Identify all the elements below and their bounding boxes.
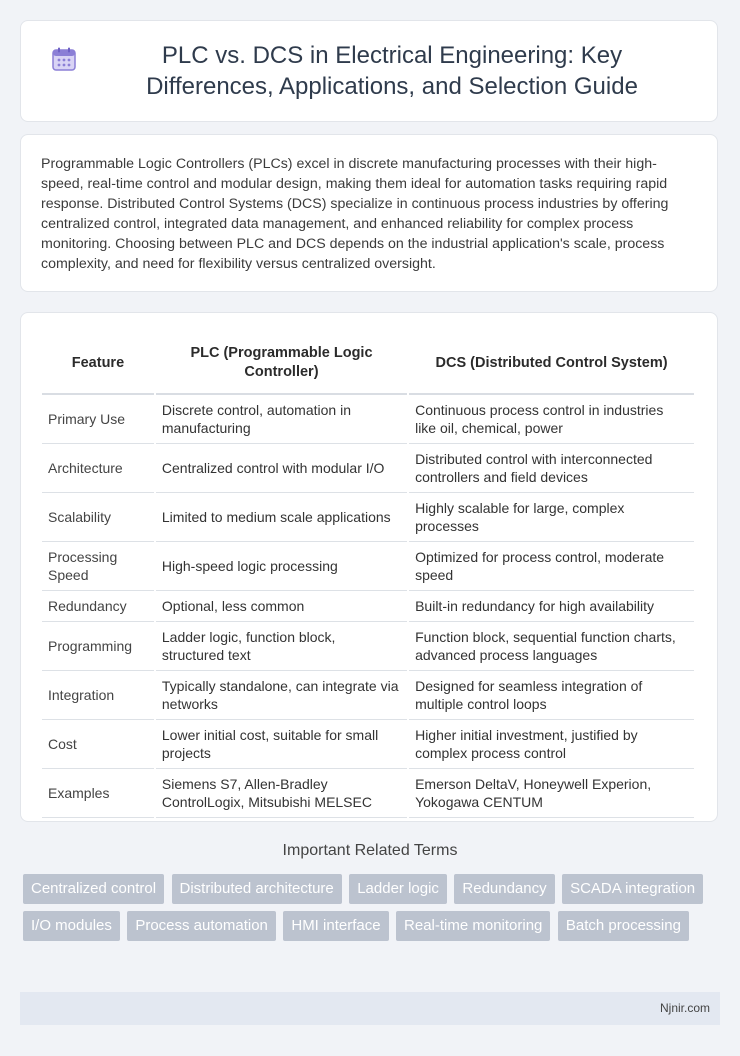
comparison-table — [40, 333, 696, 818]
term-tag[interactable]: Ladder logic — [349, 874, 447, 904]
dcs-cell: Designed for seamless integration of multiple control loops — [409, 671, 694, 720]
term-tag[interactable]: SCADA integration — [562, 874, 703, 904]
dcs-cell: Continuous process control in industries like oil, chemical, power — [409, 395, 694, 444]
plc-cell: Centralized control with modular I/O — [156, 444, 407, 493]
term-tag[interactable]: Process automation — [127, 911, 276, 941]
table-row — [42, 769, 694, 818]
plc-cell: Optional, less common — [156, 591, 407, 622]
table-row — [42, 622, 694, 671]
table-row — [42, 671, 694, 720]
plc-cell: Typically standalone, can integrate via networks — [156, 671, 407, 720]
intro-paragraph: Programmable Logic Controllers (PLCs) excel in discrete manufacturing processes with their high-speed, real-time control and modular design, making them ideal for automation tasks requiring rapid response. Distributed Control Systems (DCS) specialize in continuous process industries by offering centralized control, integrated data management, and enhanced reliability for complex process monitoring. Choosing between PLC and DCS depends on the industrial application's scale, process complexity, and need for flexibility versus centralized oversight. — [41, 156, 669, 272]
plc-cell: High-speed logic processing — [156, 542, 407, 591]
title-card — [20, 20, 718, 122]
feature-cell: Processing Speed — [42, 542, 154, 591]
term-tag[interactable]: I/O modules — [23, 911, 120, 941]
table-row — [42, 720, 694, 769]
dcs-cell: Higher initial investment, justified by complex process control — [409, 720, 694, 769]
term-tag[interactable]: Real-time monitoring — [396, 911, 550, 941]
header-feature: Feature — [42, 333, 154, 395]
feature-cell: Examples — [42, 769, 154, 818]
dcs-cell: Optimized for process control, moderate speed — [409, 542, 694, 591]
feature-cell: Architecture — [42, 444, 154, 493]
plc-cell: Siemens S7, Allen-Bradley ControlLogix, Mitsubishi MELSEC — [156, 769, 407, 818]
table-header-row — [42, 333, 694, 395]
feature-cell: Scalability — [42, 493, 154, 542]
feature-cell: Programming — [42, 622, 154, 671]
term-tag[interactable]: Redundancy — [454, 874, 554, 904]
footer-site[interactable]: Njnir.com — [659, 1001, 710, 1015]
related-terms-list — [23, 874, 723, 948]
term-tag[interactable]: Batch processing — [558, 911, 689, 941]
term-tag[interactable]: Centralized control — [23, 874, 164, 904]
table-row — [42, 444, 694, 493]
intro-card — [20, 134, 718, 292]
term-tag[interactable]: Distributed architecture — [172, 874, 342, 904]
related-terms-heading: Important Related Terms — [282, 842, 458, 859]
feature-cell: Integration — [42, 671, 154, 720]
table-row — [42, 493, 694, 542]
plc-cell: Ladder logic, function block, structured text — [156, 622, 407, 671]
header-plc: PLC (Programmable Logic Controller) — [156, 333, 407, 395]
feature-cell: Cost — [42, 720, 154, 769]
dcs-cell: Highly scalable for large, complex processes — [409, 493, 694, 542]
comparison-card — [20, 312, 718, 822]
page-title: PLC vs. DCS in Electrical Engineering: Key Differences, Applications, and Selection Guide — [146, 42, 638, 100]
feature-cell: Redundancy — [42, 591, 154, 622]
footer-bar — [20, 992, 720, 1025]
dcs-cell: Built-in redundancy for high availability — [409, 591, 694, 622]
term-tag[interactable]: HMI interface — [283, 911, 388, 941]
dcs-cell: Emerson DeltaV, Honeywell Experion, Yokogawa CENTUM — [409, 769, 694, 818]
plc-cell: Lower initial cost, suitable for small projects — [156, 720, 407, 769]
table-row — [42, 542, 694, 591]
dcs-cell: Distributed control with interconnected controllers and field devices — [409, 444, 694, 493]
dcs-cell: Function block, sequential function charts, advanced process languages — [409, 622, 694, 671]
calendar-icon — [51, 46, 77, 72]
feature-cell: Primary Use — [42, 395, 154, 444]
plc-cell: Discrete control, automation in manufacturing — [156, 395, 407, 444]
table-row — [42, 395, 694, 444]
table-row — [42, 591, 694, 622]
header-dcs: DCS (Distributed Control System) — [409, 333, 694, 395]
plc-cell: Limited to medium scale applications — [156, 493, 407, 542]
